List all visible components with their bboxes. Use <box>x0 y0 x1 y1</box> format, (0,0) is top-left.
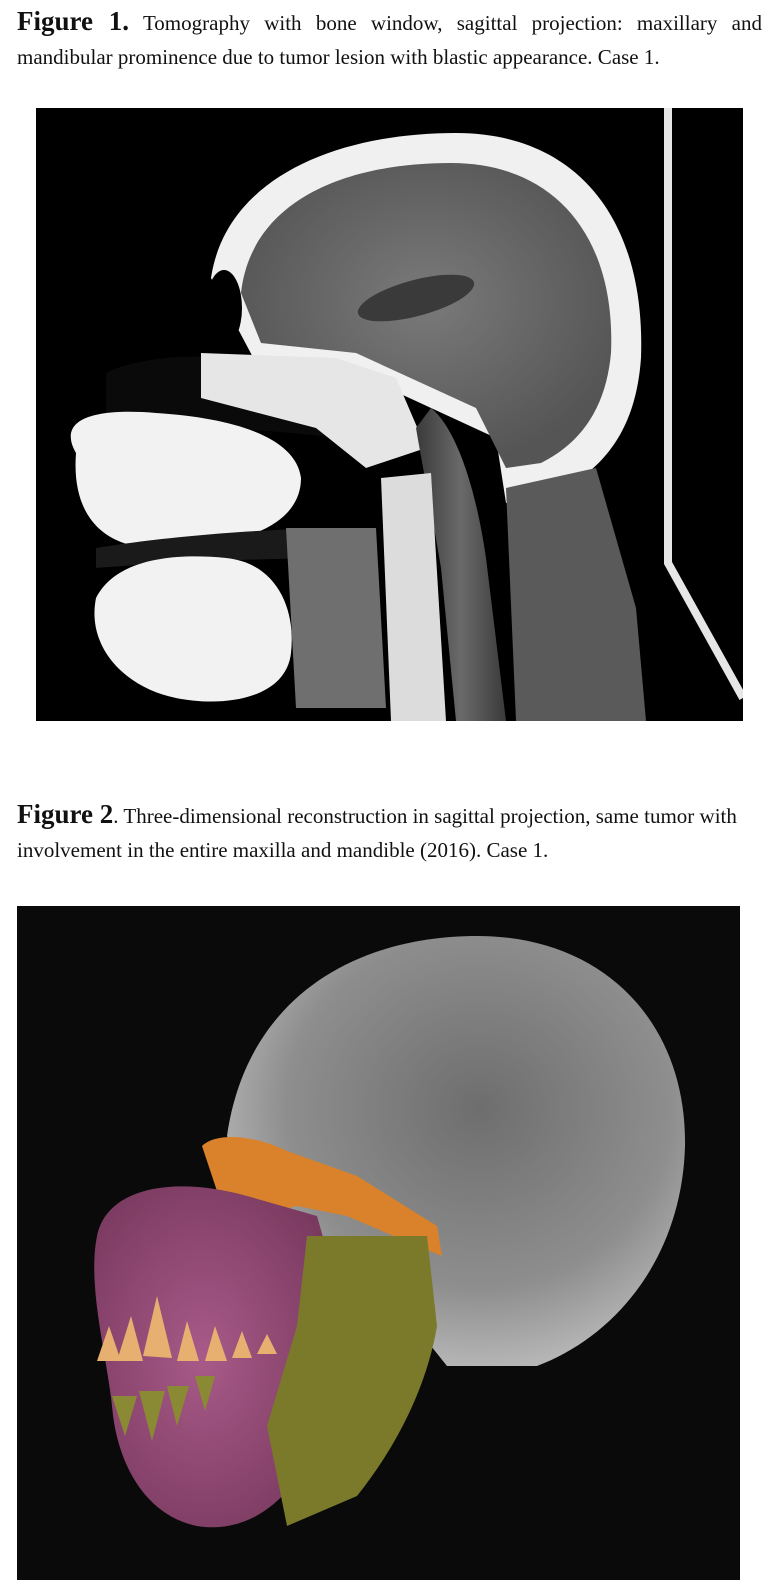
figure-1-ct-image <box>36 108 743 721</box>
figure-1-caption-text: Tomography with bone window, sagittal projection: maxillary and mandibular prominence due to tumor lesion with blastic appearance. Case 1. <box>17 11 762 69</box>
3d-skull-illustration <box>17 906 740 1580</box>
figure-1-label: Figure 1. <box>17 6 130 36</box>
figure-2-label: Figure 2 <box>17 799 114 829</box>
figure-2-caption <box>17 797 759 867</box>
sagittal-ct-illustration <box>36 108 743 721</box>
figure-2-3d-reconstruction <box>17 906 740 1580</box>
figure-2-caption-text: . Three-dimensional reconstruction in sagittal projection, same tumor with involvement in the entire maxilla and mandible (2016). Case 1. <box>17 804 737 862</box>
figure-1-caption <box>17 4 762 74</box>
